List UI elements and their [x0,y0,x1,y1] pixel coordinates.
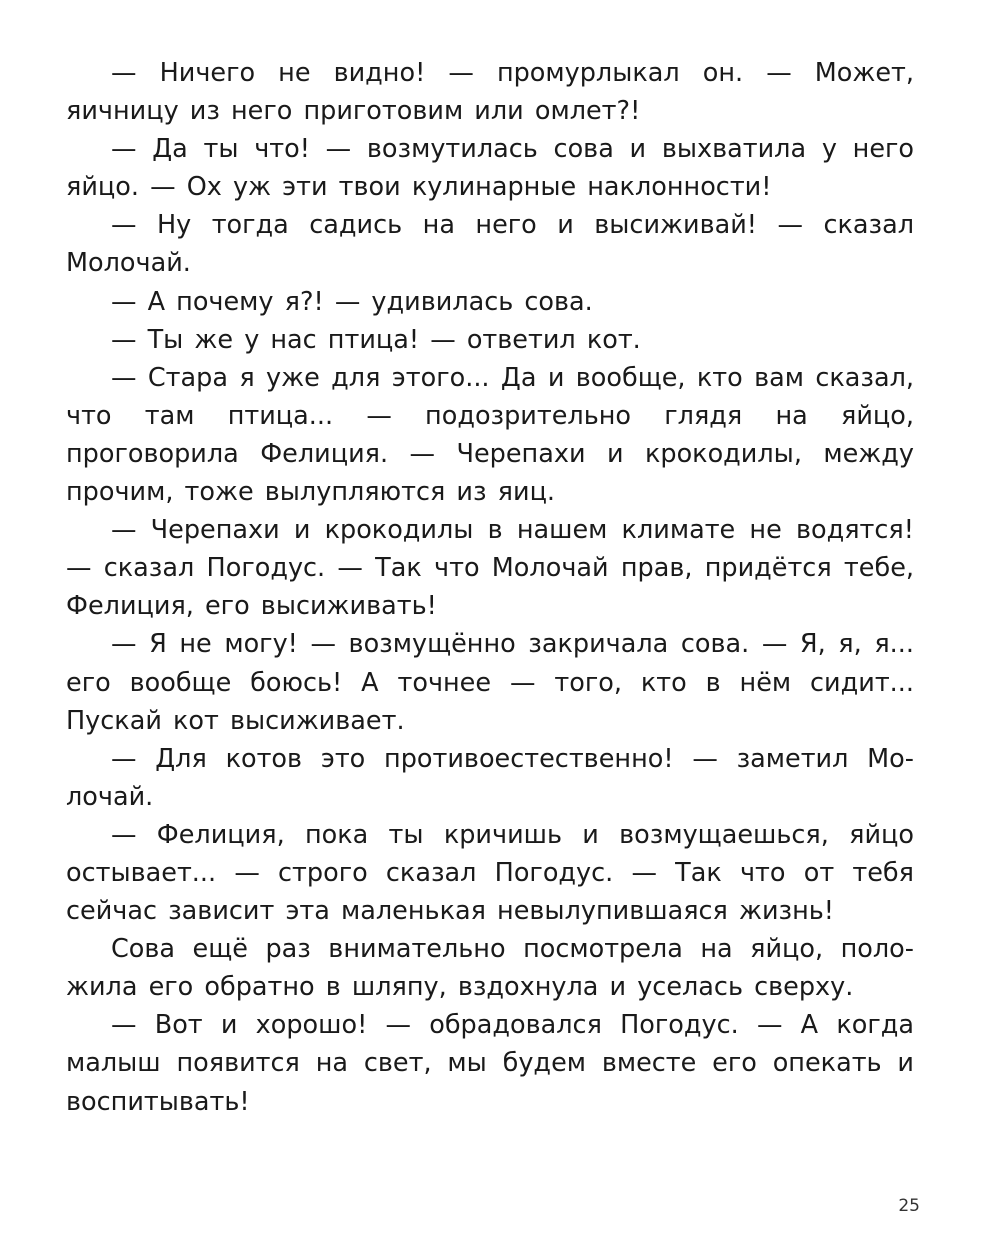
paragraph: — А почему я?! — удивилась сова. [111,286,593,317]
paragraph: — Черепахи и крокодилы в нашем климате не водятся! — сказал Погодус. — Так что Молочай прав, придётся тебе, Фелиция, его высиживать! [66,515,914,622]
paragraph: Сова ещё раз внимательно посмотрела на яйцо, положила его обратно в шляпу, вздохнула и уселась сверху. [66,934,914,1003]
paragraph: — Вот и хорошо! — обрадовался Погодус. — А когда малыш появится на свет, мы будем вместе его опекать и воспитывать! [66,1010,914,1117]
paragraph: — Стара я уже для этого... Да и вообще, кто вам сказал, что там птица... — подозрительно глядя на яйцо, проговорила Фелиция. — Черепахи и крокодилы, между прочим, тоже вылупляются из яиц. [66,362,914,508]
paragraph: — Да ты что! — возмутилась сова и выхватила у него яйцо. — Ох уж эти твои кулинарные наклонности! [66,134,914,203]
page-text [66,54,914,1121]
paragraph: — Ты же у нас птица! — ответил кот. [111,324,641,355]
paragraph: — Ничего не видно! — промурлыкал он. — Может, яичницу из него приготовим или омлет?! [66,58,914,127]
page-number: 25 [898,1196,920,1216]
paragraph: — Для котов это противоестественно! — заметил Молочай. [66,743,914,812]
paragraph: — Ну тогда садись на него и высиживай! — сказал Молочай. [66,210,914,279]
paragraph: — Фелиция, пока ты кричишь и возмущаешься, яйцо остывает... — строго сказал Погодус. — Так что от тебя сейчас зависит эта маленькая невылупившаяся жизнь! [66,819,914,927]
paragraph: — Я не могу! — возмущённо закричала сова. — Я, я, я... его вообще боюсь! А точнее — того, кто в нём сидит... Пускай кот высиживает. [66,629,914,736]
